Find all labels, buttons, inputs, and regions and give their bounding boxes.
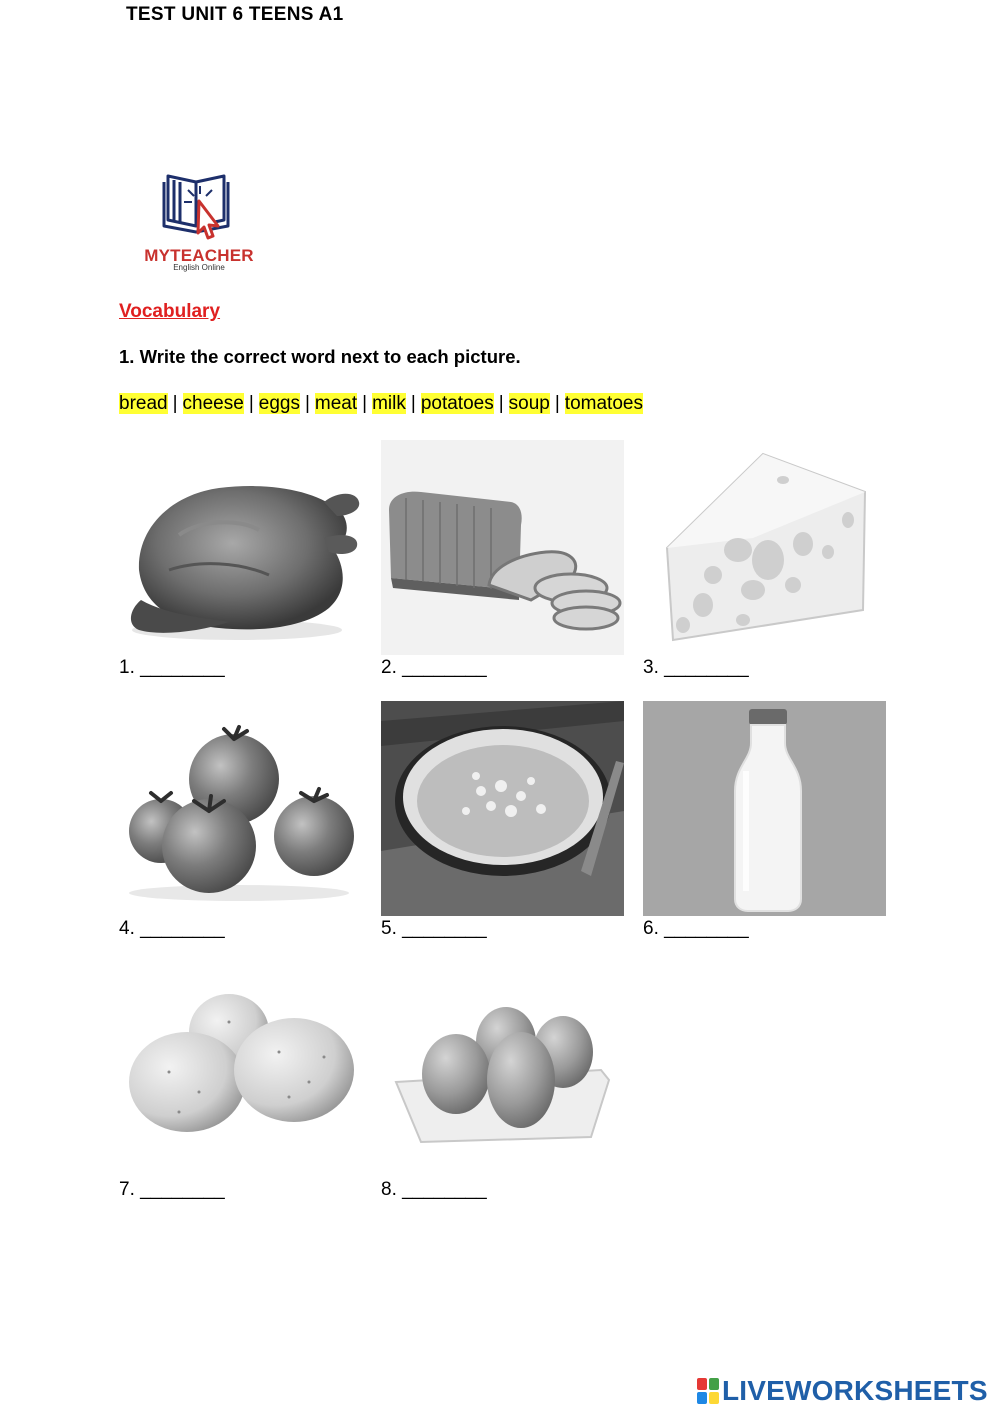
word-separator: | [554,393,560,414]
word-separator: | [248,393,254,414]
answer-blank-8[interactable]: 8. ________ [381,1179,487,1200]
word-separator: | [498,393,504,414]
cheese-wedge-image [643,440,886,655]
answer-blank-6[interactable]: 6. ________ [643,918,749,939]
eggs-image [381,962,624,1177]
answer-blank-2[interactable]: 2. ________ [381,657,487,678]
logo-tagline: English Online [173,263,225,272]
tomatoes-image [119,701,362,916]
roast-chicken-image [119,440,362,655]
answer-blank-7[interactable]: 7. ________ [119,1179,225,1200]
word-separator: | [410,393,416,414]
word-bank-item: eggs [258,393,300,414]
word-bank-item: bread [119,393,168,414]
book-cursor-logo-icon [136,168,262,248]
answer-blank-1[interactable]: 1. ________ [119,657,225,678]
myteacher-logo [136,168,262,272]
soup-bowl-image [381,701,624,916]
exercise-instruction: 1. Write the correct word next to each picture. [119,346,521,367]
word-separator: | [172,393,178,414]
liveworksheets-wordmark: LIVEWORKSHEETS [722,1375,988,1406]
word-bank [119,393,643,415]
answer-blank-5[interactable]: 5. ________ [381,918,487,939]
word-separator: | [304,393,310,414]
answer-blank-4[interactable]: 4. ________ [119,918,225,939]
word-bank-item: cheese [182,393,244,414]
milk-bottle-image [643,701,886,916]
logo-wordmark: MYTEACHER [144,246,254,265]
liveworksheets-mark-icon [697,1378,719,1404]
liveworksheets-logo [697,1375,988,1407]
word-bank-item: soup [508,393,550,414]
page-title: TEST UNIT 6 TEENS A1 [126,4,344,25]
word-bank-item: meat [314,393,358,414]
sliced-bread-image [381,440,624,655]
word-separator: | [362,393,368,414]
answer-blank-3[interactable]: 3. ________ [643,657,749,678]
word-bank-item: milk [372,393,406,414]
word-bank-item: tomatoes [564,393,643,414]
word-bank-item: potatoes [420,393,494,414]
potatoes-image [119,962,362,1177]
section-heading: Vocabulary [119,301,221,322]
